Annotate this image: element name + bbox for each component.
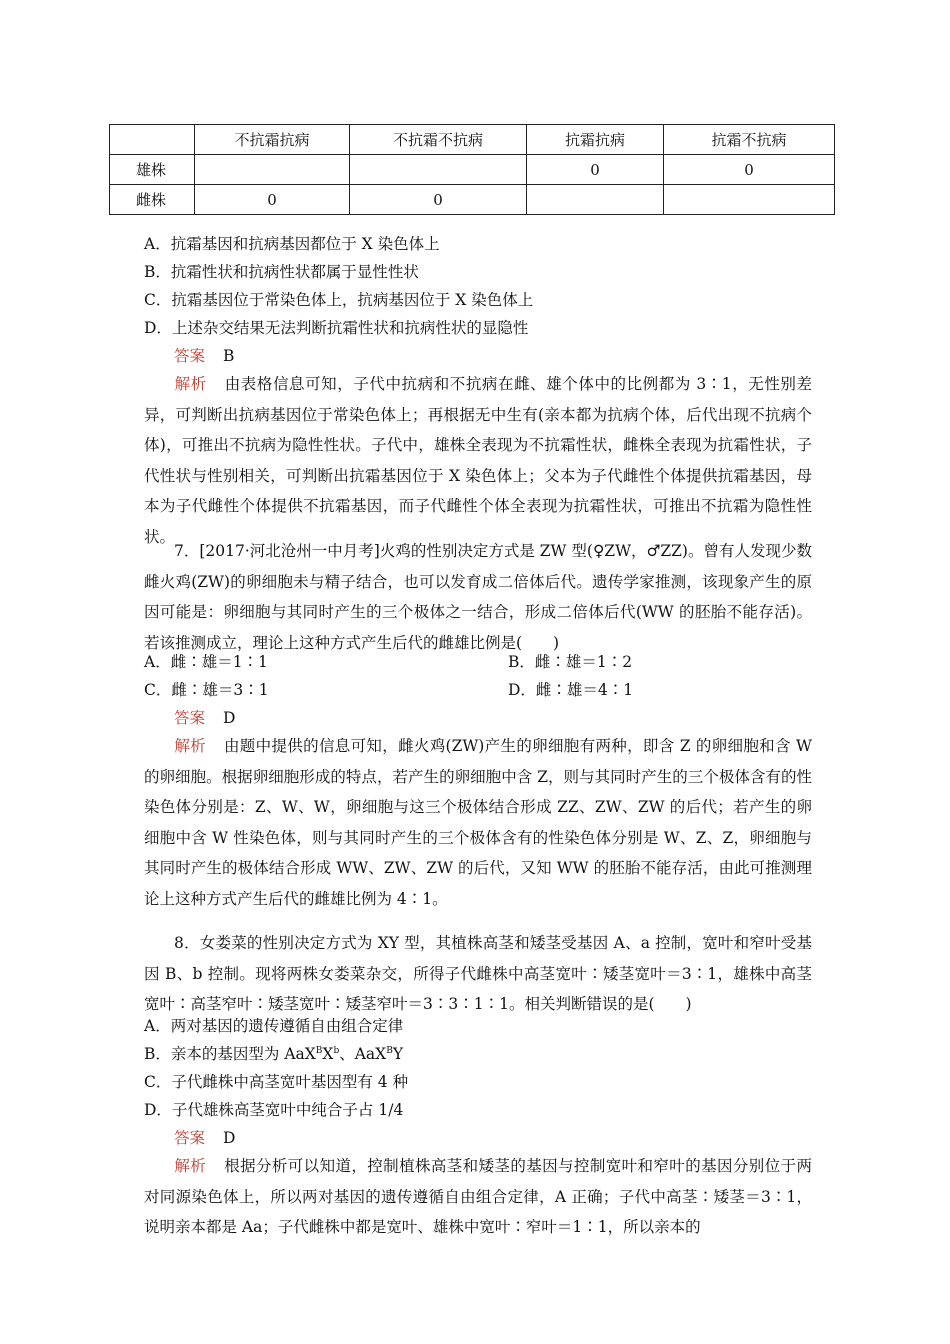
- analysis-text: 由题中提供的信息可知，雌火鸡(ZW)产生的卵细胞有两种，即含 Z 的卵细胞和含 W 的卵细胞。根据卵细胞形成的特点，若产生的卵细胞中含 Z，则与其同时产生的三个极体含有的性染色体分别是：Z、W、W，卵细胞与这三个极体结合形成 ZZ、ZW、ZW 的后代；若产生的卵细胞中含 W 性染色体，则与其同时产生的三个极体含有的性染色体分别是 W、Z、Z，卵细胞与其同时产生的极体结合形成 WW、ZW、ZW 的后代，又知 WW 的胚胎不能存活，由此可推测理论上这种方式产生后代的雌雄比例为 4∶1。: [144, 737, 812, 908]
- table-header-cell: 抗霜不抗病: [664, 125, 835, 155]
- q8-stem: [144, 928, 812, 1020]
- q8-option-b-text: B．亲本的基因型为 AaX: [144, 1045, 316, 1063]
- table-header-row: [110, 125, 835, 155]
- q8-option-b-text: X: [322, 1045, 334, 1063]
- superscript: b: [333, 1045, 340, 1056]
- q6-option-c: C．抗霜基因位于常染色体上，抗病基因位于 X 染色体上: [144, 291, 534, 309]
- q8-analysis: [144, 1151, 812, 1243]
- q6-option-b: B．抗霜性状和抗病性状都属于显性性状: [144, 263, 419, 281]
- q8-option-b-text: 、AaX: [339, 1045, 387, 1063]
- q7-options-row-2: [144, 676, 834, 704]
- table-cell: 0: [350, 185, 527, 215]
- answer-label: 答案: [174, 1129, 206, 1147]
- table-cell: [664, 185, 835, 215]
- q7-option-d: D．雌∶雄＝4∶1: [508, 681, 634, 699]
- analysis-label: 解析: [174, 737, 206, 755]
- table-header-cell: 不抗霜不抗病: [350, 125, 527, 155]
- analysis-label: 解析: [174, 375, 207, 393]
- superscript: B: [386, 1045, 393, 1056]
- answer-value: D: [223, 1129, 236, 1147]
- q8-stem-text: 8．女娄菜的性别决定方式为 XY 型，其植株高茎和矮茎受基因 A、a 控制，宽叶和窄叶受基因 B、b 控制。现将两株女娄菜杂交，所得子代雌株中高茎宽叶∶矮茎宽叶＝3∶1，雄株中高茎宽叶∶高茎窄叶∶矮茎宽叶∶矮茎窄叶＝3∶3∶1∶1。相关判断错误的是( ): [144, 934, 812, 1014]
- q7-analysis: [144, 731, 812, 915]
- answer-label: 答案: [174, 709, 206, 727]
- analysis-text: 由表格信息可知，子代中抗病和不抗病在雌、雄个体中的比例都为 3∶1，无性别差异，可判断出抗病基因位于常染色体上；再根据无中生有(亲本都为抗病个体，后代出现不抗病个体)，可推出不抗病为隐性性状。子代中，雄株全表现为不抗霜性状，雌株全表现为抗霜性状，子代性状与性别相关，可判断出抗霜基因位于 X 染色体上；父本为子代雌性个体提供抗霜基因，母本为子代雌性个体提供不抗霜基因，而子代雌性个体全表现为抗霜性状，可推出不抗霜为隐性性状。: [144, 375, 812, 546]
- table-row: [110, 185, 835, 215]
- answer-value: D: [223, 709, 236, 727]
- table-cell: 0: [664, 155, 835, 185]
- table-corner-cell: [110, 125, 195, 155]
- table-header-cell: 抗霜抗病: [527, 125, 664, 155]
- q7-options-row-1: [144, 648, 834, 676]
- cross-result-table: [109, 124, 835, 215]
- q8-option-d: D．子代雄株高茎宽叶中纯合子占 1/4: [144, 1101, 404, 1119]
- table-row: [110, 155, 835, 185]
- q7-option-c: C．雌∶雄＝3∶1: [144, 681, 269, 699]
- q7-stem-text: 7．[2017·河北沧州一中月考]火鸡的性别决定方式是 ZW 型(♀ZW，♂ZZ)。曾有人发现少数雌火鸡(ZW)的卵细胞未与精子结合，也可以发育成二倍体后代。遗传学家推测，该现象产生的原因可能是：卵细胞与其同时产生的三个极体之一结合，形成二倍体后代(WW 的胚胎不能存活)。若该推测成立，理论上这种方式产生后代的雌雄比例是( ): [144, 542, 812, 652]
- table-cell: 0: [195, 185, 350, 215]
- q7-stem: [144, 536, 812, 658]
- table-cell: [350, 155, 527, 185]
- q8-answer: [174, 1124, 864, 1152]
- q8-option-a: A．两对基因的遗传遵循自由组合定律: [144, 1017, 404, 1035]
- q6-analysis: [144, 369, 812, 553]
- q6-option-d: D．上述杂交结果无法判断抗霜性状和抗病性状的显隐性: [144, 319, 529, 337]
- table-row-label: 雄株: [110, 155, 195, 185]
- q8-option-c: C．子代雌株中高茎宽叶基因型有 4 种: [144, 1073, 409, 1091]
- answer-label: 答案: [174, 347, 206, 365]
- q8-option-b: [144, 1040, 834, 1068]
- q7-option-a: A．雌∶雄＝1∶1: [144, 653, 268, 671]
- table-header-cell: 不抗霜抗病: [195, 125, 350, 155]
- table-row-label: 雌株: [110, 185, 195, 215]
- table-cell: [527, 185, 664, 215]
- answer-value: B: [223, 347, 235, 365]
- analysis-label: 解析: [174, 1157, 207, 1175]
- q8-option-b-text: Y: [392, 1045, 404, 1063]
- q6-option-a: A．抗霜基因和抗病基因都位于 X 染色体上: [144, 235, 440, 253]
- q7-answer: [174, 704, 864, 732]
- superscript: B: [315, 1045, 323, 1056]
- table-cell: [195, 155, 350, 185]
- q7-option-b: B．雌∶雄＝1∶2: [508, 653, 633, 671]
- analysis-text: 根据分析可以知道，控制植株高茎和矮茎的基因与控制宽叶和窄叶的基因分别位于两对同源染色体上，所以两对基因的遗传遵循自由组合定律，A 正确；子代中高茎∶矮茎＝3∶1，说明亲本都是 Aa；子代雌株中都是宽叶、雄株中宽叶∶窄叶＝1∶1，所以亲本的: [144, 1157, 812, 1237]
- q6-answer: [174, 342, 864, 370]
- table-cell: 0: [527, 155, 664, 185]
